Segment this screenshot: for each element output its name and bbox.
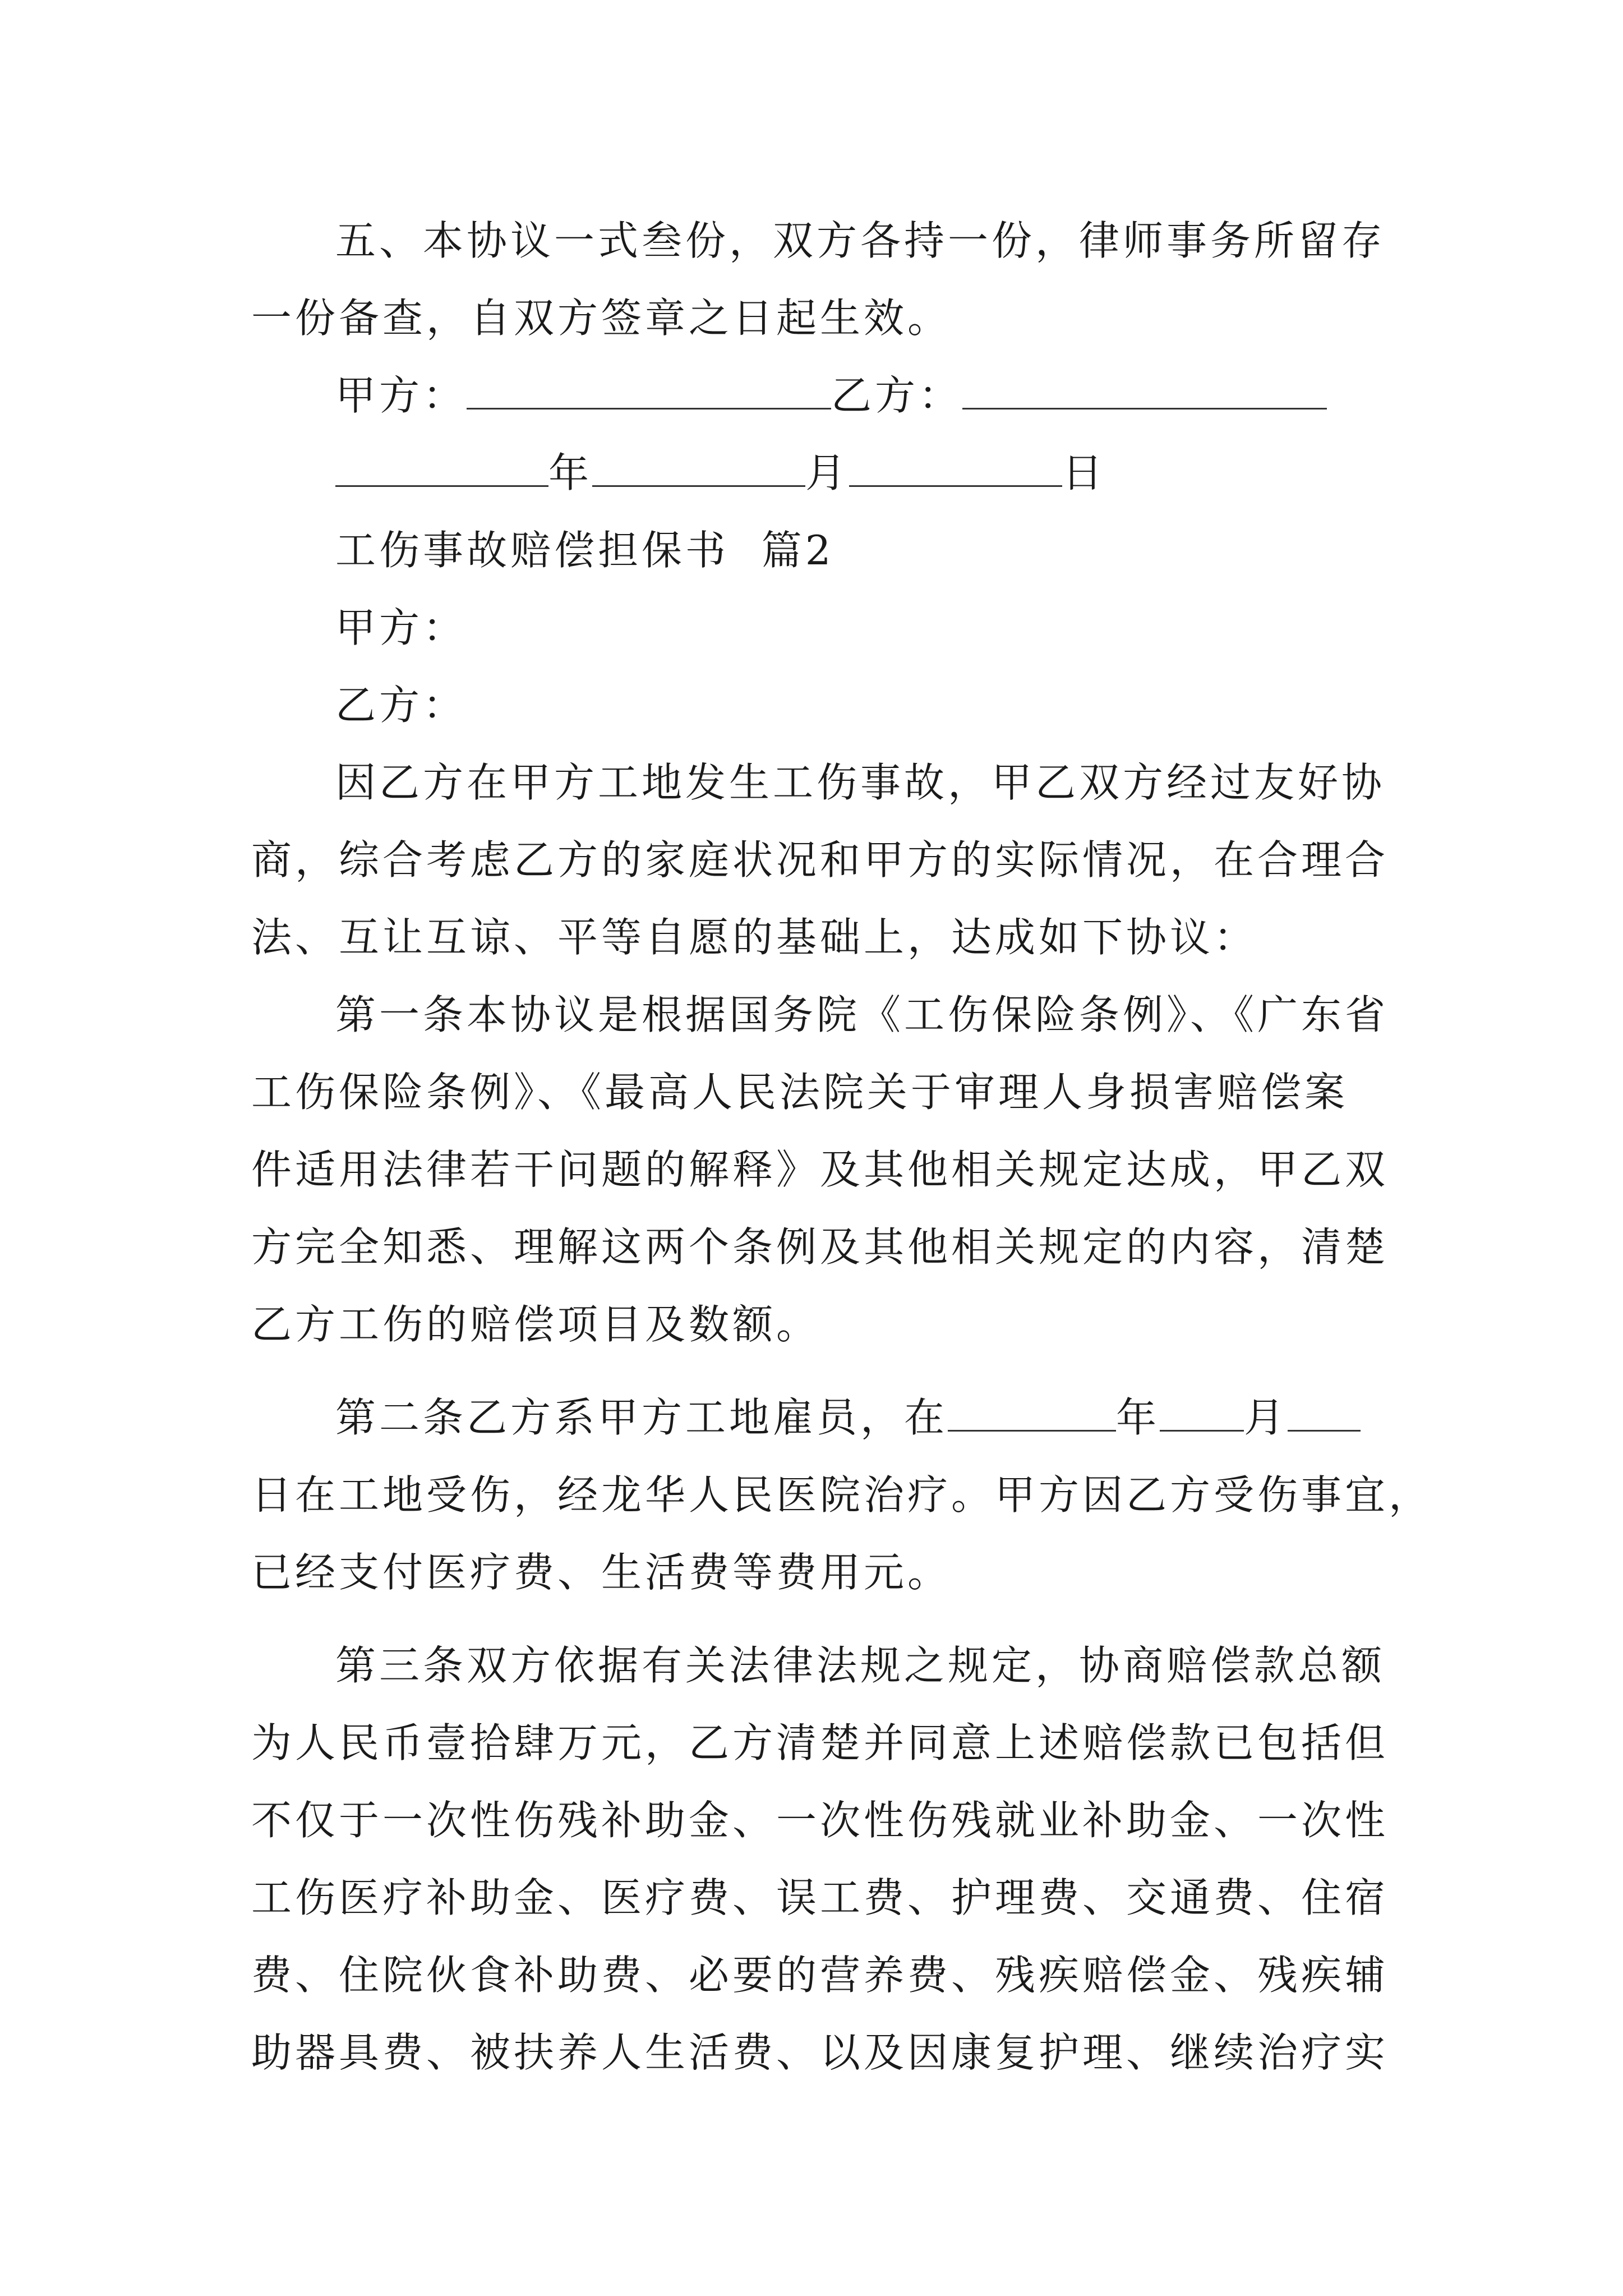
day-blank: [849, 454, 1062, 487]
section-title: 工伤事故赔偿担保书 篇2: [335, 527, 834, 574]
intro-line2: 商，综合考虑乙方的家庭状况和甲方的实际情况，在合理合: [251, 836, 1389, 884]
intro-line1: 因乙方在甲方工地发生工伤事故，甲乙双方经过友好协: [335, 759, 1386, 806]
sign-party-a-label: 甲方：: [335, 372, 467, 419]
article1-line5: 乙方工伤的赔偿项目及数额。: [251, 1301, 820, 1348]
sign-party-b-label: 乙方：: [831, 372, 963, 419]
article3-line6: 助器具费、被扶养人生活费、以及因康复护理、继续治疗实: [251, 2029, 1389, 2076]
article2-year-label: 年: [1116, 1394, 1160, 1441]
intro-line3: 法、互让互谅、平等自愿的基础上，达成如下协议：: [251, 914, 1258, 961]
date-day-label: 日: [1062, 449, 1106, 496]
article1-line3: 件适用法律若干问题的解释》及其他相关规定达成，甲乙双: [251, 1146, 1389, 1193]
article2-line1: [251, 1379, 1390, 1456]
article2-line3: 已经支付医疗费、生活费等费用元。: [251, 1549, 952, 1596]
article1-line2: 工伤保险条例》、《最高人民法院关于审理人身损害赔偿案: [251, 1069, 1349, 1116]
article1-line1: 第一条本协议是根据国务院《工伤保险条例》、《广东省: [335, 991, 1389, 1038]
document-page: [251, 202, 1433, 2091]
year-blank: [335, 454, 548, 487]
clause5-line1: 五、本协议一式叁份，双方各持一份，律师事务所留存: [335, 217, 1386, 264]
date-line: [251, 434, 1390, 512]
article2-month-label: 月: [1244, 1394, 1288, 1441]
signature-line: [251, 357, 1390, 434]
article2-prefix: 第二条乙方系甲方工地雇员，在: [335, 1394, 948, 1441]
party-b-label: 乙方：: [335, 682, 467, 729]
article2-day-blank: [1288, 1398, 1361, 1432]
article3-line3: 不仅于一次性伤残补助金、一次性伤残就业补助金、一次性: [251, 1797, 1389, 1844]
party-a-signature-blank: [467, 376, 831, 409]
article3-line2: 为人民币壹拾肆万元，乙方清楚并同意上述赔偿款已包括但: [251, 1719, 1389, 1766]
article3-line1: 第三条双方依据有关法律法规之规定，协商赔偿款总额: [335, 1642, 1386, 1689]
party-a-label: 甲方：: [335, 604, 467, 651]
article1-line4: 方完全知悉、理解这两个条例及其他相关规定的内容，清楚: [251, 1223, 1389, 1271]
article2-month-blank: [1160, 1398, 1244, 1432]
article2-year-blank: [948, 1398, 1116, 1432]
article2-line2: 日在工地受伤，经龙华人民医院治疗。甲方因乙方受伤事宜，: [251, 1471, 1433, 1519]
date-year-label: 年: [548, 449, 593, 496]
date-month-label: 月: [805, 449, 850, 496]
month-blank: [592, 454, 805, 487]
party-b-signature-blank: [962, 376, 1327, 409]
clause5-line2: 一份备查，自双方签章之日起生效。: [251, 295, 952, 342]
article3-line4: 工伤医疗补助金、医疗费、误工费、护理费、交通费、住宿: [251, 1874, 1389, 1921]
article3-line5: 费、住院伙食补助费、必要的营养费、残疾赔偿金、残疾辅: [251, 1952, 1389, 1999]
